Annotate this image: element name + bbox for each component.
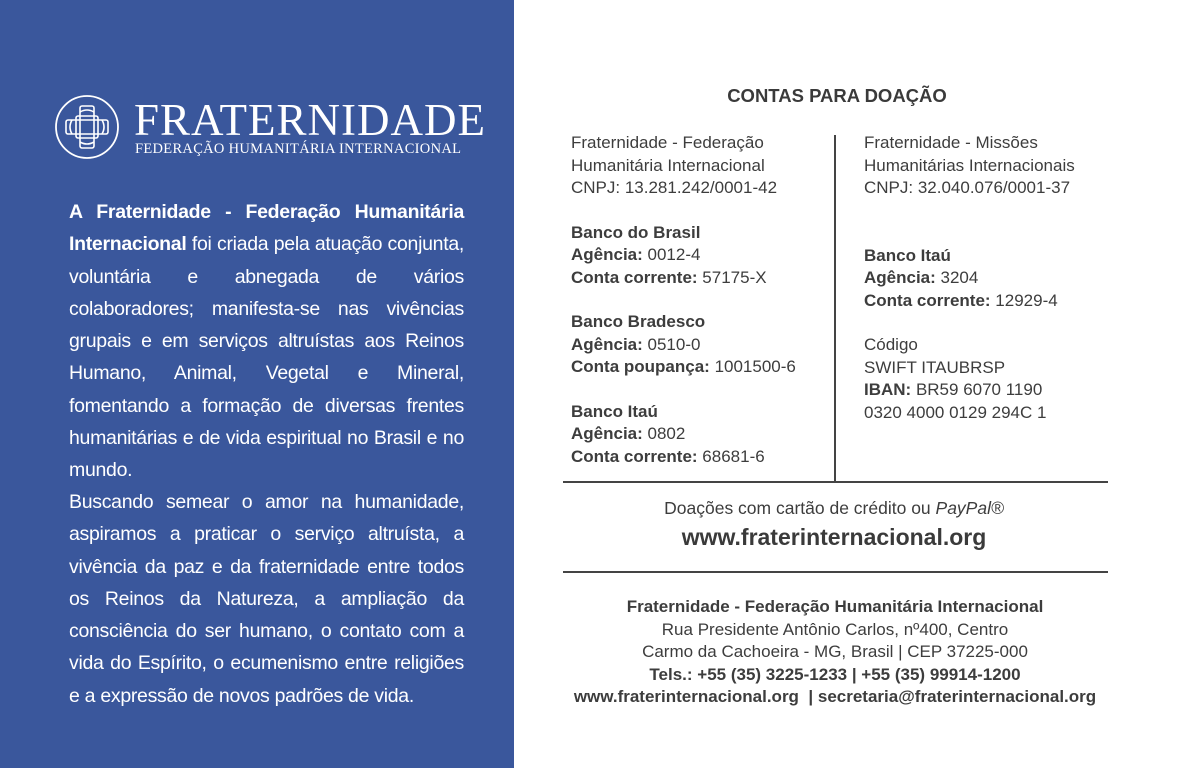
- swift-code: SWIFT ITAUBRSP: [864, 357, 1006, 377]
- agencia-value: 0510-0: [642, 334, 701, 354]
- agencia-label: Agência:: [571, 424, 643, 443]
- iban-label: IBAN:: [864, 380, 912, 399]
- bank-name: Banco do Brasil: [571, 222, 701, 242]
- website-link[interactable]: www.fraterinternacional.org: [681, 524, 987, 550]
- donation-heading: CONTAS PARA DOAÇÃO: [727, 85, 947, 106]
- fraternidade-logo-icon: [54, 94, 120, 160]
- footer-phones: Tels.: +55 (35) 3225-1233 | +55 (35) 99914-1200: [649, 664, 1021, 684]
- org-name-line-1: Fraternidade - Federação: [571, 133, 764, 152]
- conta-value: 1001500-6: [709, 357, 796, 376]
- org-name-line-2: Humanitárias Internacionais: [864, 155, 1075, 175]
- footer-org-name: Fraternidade - Federação Humanitária Internacional: [626, 597, 1044, 616]
- org-name-line-2: Humanitária Internacional: [571, 155, 765, 175]
- cnpj: CNPJ: 13.281.242/0001-42: [571, 178, 778, 197]
- bank-block: [571, 311, 826, 379]
- agencia-value: 0802: [642, 424, 686, 443]
- org-name-line-1: Fraternidade - Missões: [864, 133, 1038, 152]
- conta-label: Conta corrente:: [864, 290, 991, 310]
- account-column-federacao: [571, 132, 826, 468]
- brand-name: FRATERNIDADE: [134, 95, 487, 145]
- intro-paragraph-2: Buscando semear o amor na humanidade, aspiramos a praticar o serviço altruísta, a vivência da paz e da fraternidade entre todos os Reinos da Natureza, a ampliação da consciência do ser humano, o contato com a vida do Espírito, o ecumenismo entre religiões e a expressão de novos padrões de vida.: [69, 491, 464, 707]
- conta-value: 12929-4: [990, 290, 1058, 310]
- bank-block: [864, 245, 1134, 313]
- intro-text-1: foi criada pela atuação conjunta, voluntária e abnegada de vários colaboradores; manifesta-se nas vivências grupais e em serviços altruístas aos Reinos Humano, Animal, Vegetal e Mineral, fomentando a formação de diversas frentes humanitárias e de vida espiritual no Brasil e no mundo.: [69, 233, 464, 482]
- conta-label: Conta corrente:: [571, 267, 698, 287]
- bank-name: Banco Bradesco: [571, 312, 706, 331]
- agencia-value: 0012-4: [642, 245, 701, 264]
- iban-value-2: 0320 4000 0129 294C 1: [864, 402, 1047, 422]
- iban-value-1: BR59 6070 1190: [911, 380, 1043, 399]
- agencia-label: Agência:: [864, 268, 936, 287]
- divider-bottom: [563, 571, 1108, 573]
- brand-subtitle: FEDERAÇÃO HUMANITÁRIA INTERNACIONAL: [135, 141, 462, 157]
- conta-value: 68681-6: [697, 446, 765, 466]
- divider-top: [563, 481, 1108, 483]
- bank-block: [571, 401, 826, 469]
- conta-label: Conta corrente:: [571, 446, 698, 466]
- agencia-value: 3204: [935, 268, 979, 287]
- footer-web-email[interactable]: www.fraterinternacional.org | secretaria@fraterinternacional.org: [573, 687, 1097, 706]
- footer-address-2: Carmo da Cachoeira - MG, Brasil | CEP 37225-000: [642, 642, 1028, 661]
- footer-address-1: Rua Presidente Antônio Carlos, nº400, Centro: [661, 619, 1009, 639]
- intro-org-name: A Fraternidade - Federação Humanitária Internacional: [69, 201, 464, 256]
- agencia-label: Agência:: [571, 334, 643, 354]
- donation-panel: [514, 0, 1182, 768]
- footer-contact: [514, 596, 1156, 709]
- agencia-label: Agência:: [571, 245, 643, 264]
- column-divider: [834, 135, 836, 481]
- intro-paragraph-1: [69, 196, 464, 487]
- account-column-missoes: [864, 132, 1134, 424]
- bank-name: Banco Itaú: [864, 245, 951, 265]
- card-donation-note: [514, 498, 1154, 519]
- cnpj: CNPJ: 32.040.076/0001-37: [864, 178, 1071, 197]
- bank-name: Banco Itaú: [571, 401, 658, 421]
- codigo-label: Código: [864, 335, 918, 354]
- conta-label: Conta poupança:: [571, 357, 710, 376]
- brand-logo: [54, 94, 487, 164]
- conta-value: 57175-X: [697, 267, 767, 287]
- bank-block: [571, 222, 826, 290]
- info-panel: [0, 0, 514, 768]
- paypal-label: PayPal®: [935, 498, 1004, 518]
- card-donation-text: Doações com cartão de crédito ou: [664, 498, 936, 518]
